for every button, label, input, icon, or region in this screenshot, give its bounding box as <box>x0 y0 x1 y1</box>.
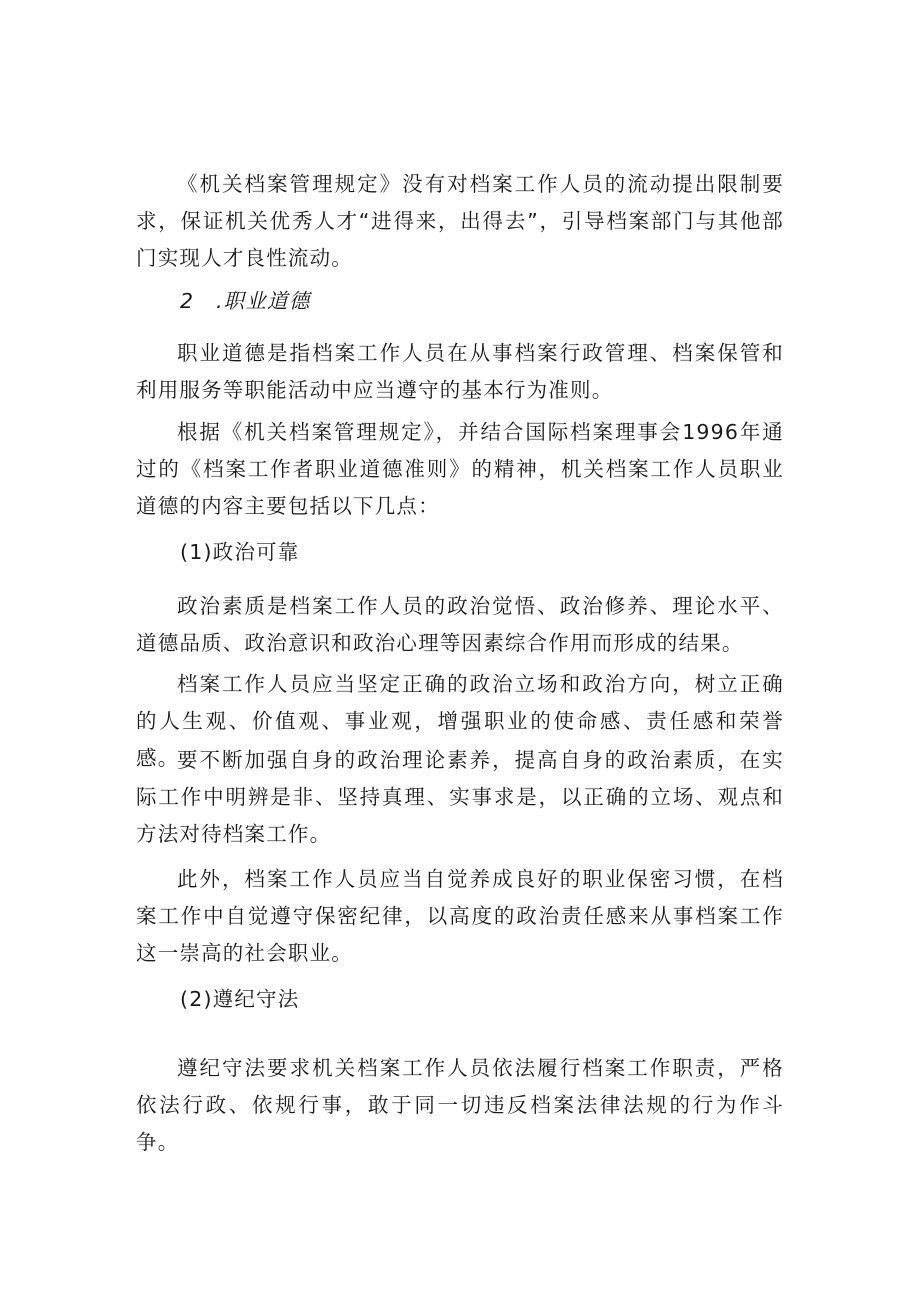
subheading-law-abiding: (2)遵纪守法 <box>180 987 300 1011</box>
paragraph-confidentiality: 此外，档案工作人员应当自觉养成良好的职业保密习惯，在档案工作中自觉遵守保密纪律，以高度的政治责任感来从事档案工作这一崇高的社会职业。 <box>136 867 784 965</box>
paragraph-ethics-definition: 职业道德是指档案工作人员在从事档案行政管理、档案保管和利用服务等职能活动中应当遵守的基本行为准则。 <box>136 341 784 402</box>
paragraph-political-quality: 政治素质是档案工作人员的政治觉悟、政治修养、理论水平、道德品质、政治意识和政治心理等因素综合作用而形成的结果。 <box>136 594 784 655</box>
paragraph-political-stance: 档案工作人员应当坚定正确的政治立场和政治方向，树立正确的人生观、价值观、事业观，增强职业的使命感、责任感和荣誉感。 <box>136 672 784 770</box>
paragraph-ethics-basis: 根据《机关档案管理规定》，并结合国际档案理事会1996年通过的《档案工作者职业道德准则》的精神，机关档案工作人员职业道德的内容主要包括以下几点： <box>136 420 784 518</box>
paragraph-law-abiding: 遵纪守法要求机关档案工作人员依法履行档案工作职责，严格依法行政、依规行事，敢于同一切违反档案法律法规的行为作斗争。 <box>136 1056 784 1154</box>
paragraph-staff-mobility: 《机关档案管理规定》没有对档案工作人员的流动提出限制要求，保证机关优秀人才“进得来，出得去”，引导档案部门与其他部门实现人才良性流动。 <box>136 172 784 270</box>
section-heading-professional-ethics: 2 .职业道德 <box>180 289 311 313</box>
paragraph-political-theory: 要不断加强自身的政治理论素养，提高自身的政治素质，在实际工作中明辨是非、坚持真理、实事求是，以正确的立场、观点和方法对待档案工作。 <box>136 748 784 846</box>
subheading-political-reliability: (1)政治可靠 <box>180 540 300 564</box>
